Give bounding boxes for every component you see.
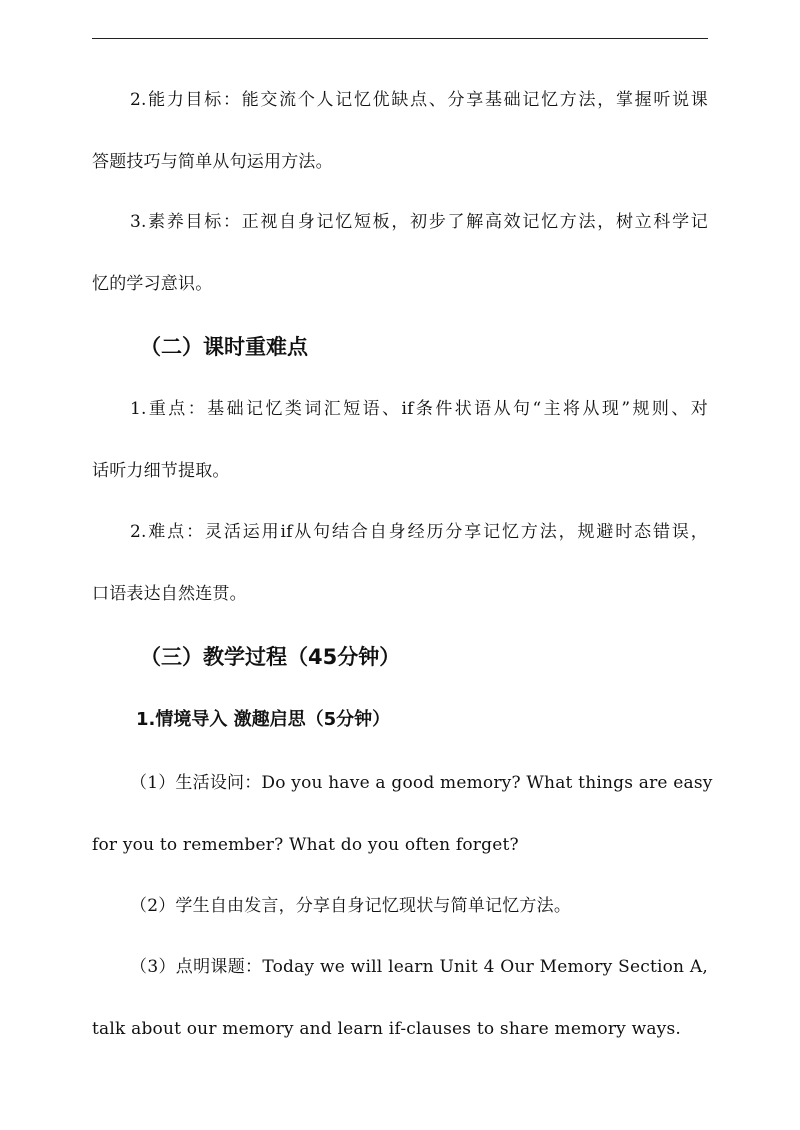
topic-intro-line-2: talk about our memory and learn if-clauses to share memory ways. (92, 1019, 681, 1039)
lead-in-question-line-2: for you to remember? What do you often forget? (92, 835, 519, 855)
key-point-line-1: 1.重点：基础记忆类词汇短语、if条件状语从句“主将从现”规则、对 (130, 399, 708, 419)
header-rule (92, 38, 708, 39)
section-heading-teaching-process: （三）教学过程（45分钟） (140, 645, 401, 669)
literacy-goal-line-1: 3.素养目标：正视自身记忆短板，初步了解高效记忆方法，树立科学记 (130, 212, 708, 232)
difficult-point-line-2: 口语表达自然连贯。 (92, 584, 247, 604)
topic-intro-line-1: （3）点明课题：Today we will learn Unit 4 Our Memory Section A, (130, 957, 708, 977)
free-speech-line: （2）学生自由发言，分享自身记忆现状与简单记忆方法。 (130, 896, 572, 916)
ability-goal-line-2: 答题技巧与简单从句运用方法。 (92, 152, 333, 172)
ability-goal-line-1: 2.能力目标：能交流个人记忆优缺点、分享基础记忆方法，掌握听说课 (130, 90, 708, 110)
lead-in-question-line-1: （1）生活设问：Do you have a good memory? What things are easy (130, 773, 713, 793)
difficult-point-line-1: 2.难点：灵活运用if从句结合自身经历分享记忆方法，规避时态错误， (130, 522, 708, 542)
subsection-heading-lead-in: 1.情境导入 激趣启思（5分钟） (136, 709, 391, 730)
key-point-line-2: 话听力细节提取。 (92, 461, 230, 481)
literacy-goal-line-2: 忆的学习意识。 (92, 274, 213, 294)
section-heading-key-difficult-points: （二）课时重难点 (140, 335, 308, 359)
